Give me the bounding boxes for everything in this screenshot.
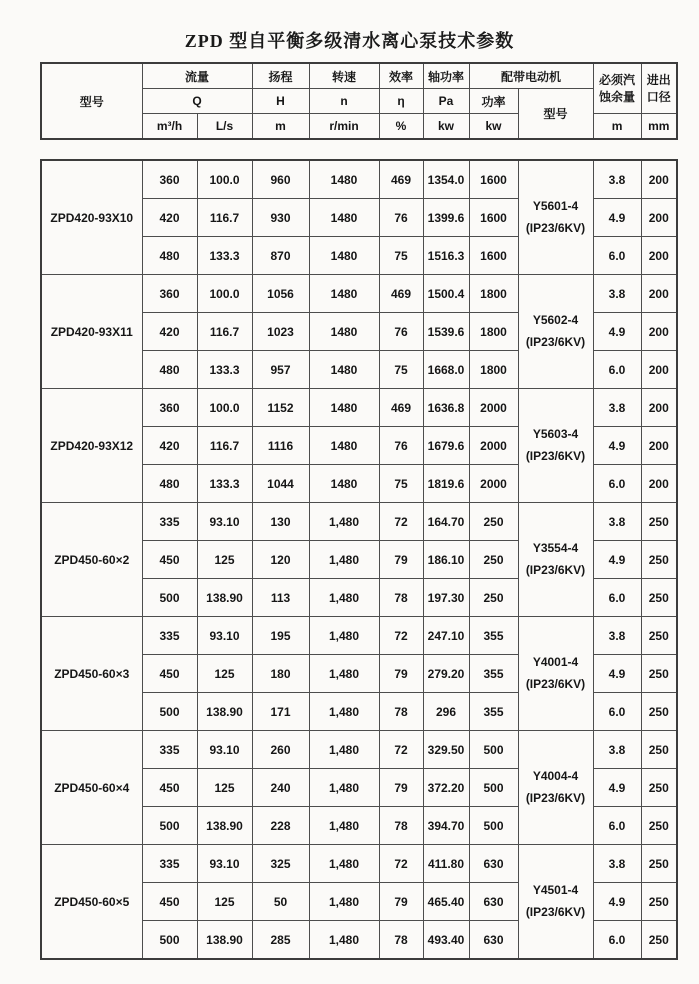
- efficiency-cell: 78: [379, 921, 423, 960]
- flow-ls-cell: 100.0: [197, 389, 252, 427]
- flow-ls-cell: 133.3: [197, 237, 252, 275]
- speed-cell: 1480: [309, 427, 379, 465]
- motor-model-cell: [518, 275, 593, 389]
- flow-ls-cell: 93.10: [197, 731, 252, 769]
- motor-power-cell: 1600: [469, 160, 518, 199]
- motor-model-cell: [518, 503, 593, 617]
- flow-ls-cell: 125: [197, 769, 252, 807]
- shaft-power-cell: 493.40: [423, 921, 469, 960]
- motor-model-cell: [518, 389, 593, 503]
- flow-ls-cell: 133.3: [197, 465, 252, 503]
- shaft-power-cell: 329.50: [423, 731, 469, 769]
- motor-power-cell: 1800: [469, 351, 518, 389]
- motor-model-line2: (IP23/6KV): [525, 449, 586, 463]
- shaft-power-cell: 465.40: [423, 883, 469, 921]
- npsh-cell: 3.8: [593, 503, 641, 541]
- table-row: [41, 275, 677, 313]
- shaft-power-cell: 394.70: [423, 807, 469, 845]
- head-cell: 1116: [252, 427, 309, 465]
- efficiency-cell: 72: [379, 845, 423, 883]
- pump-model-cell: ZPD450-60×2: [41, 503, 142, 617]
- table-row: [41, 160, 677, 199]
- efficiency-cell: 79: [379, 769, 423, 807]
- pump-table-body: [41, 160, 677, 959]
- header-motor-model: 型号: [518, 89, 593, 140]
- efficiency-cell: 75: [379, 237, 423, 275]
- efficiency-cell: 78: [379, 579, 423, 617]
- shaft-power-cell: 1636.8: [423, 389, 469, 427]
- motor-power-cell: 355: [469, 693, 518, 731]
- flow-ls-cell: 125: [197, 655, 252, 693]
- motor-power-cell: 1600: [469, 237, 518, 275]
- head-cell: 113: [252, 579, 309, 617]
- shaft-power-cell: 1679.6: [423, 427, 469, 465]
- speed-cell: 1480: [309, 275, 379, 313]
- speed-cell: 1480: [309, 313, 379, 351]
- motor-power-cell: 2000: [469, 389, 518, 427]
- shaft-power-cell: 1819.6: [423, 465, 469, 503]
- flow-ls-cell: 93.10: [197, 617, 252, 655]
- diameter-cell: 200: [641, 351, 677, 389]
- head-cell: 957: [252, 351, 309, 389]
- table-row: [41, 389, 677, 427]
- efficiency-cell: 76: [379, 313, 423, 351]
- motor-model-line1: Y5602-4: [532, 312, 579, 327]
- shaft-power-cell: 164.70: [423, 503, 469, 541]
- header-shaft-power: 轴功率: [423, 63, 469, 89]
- npsh-cell: 6.0: [593, 237, 641, 275]
- efficiency-cell: 72: [379, 617, 423, 655]
- header-unit-kw-motor: kw: [469, 114, 518, 140]
- motor-power-cell: 355: [469, 617, 518, 655]
- flow-ls-cell: 93.10: [197, 503, 252, 541]
- diameter-cell: 200: [641, 275, 677, 313]
- diameter-cell: 250: [641, 769, 677, 807]
- efficiency-cell: 76: [379, 427, 423, 465]
- npsh-cell: 3.8: [593, 617, 641, 655]
- flow-ls-cell: 100.0: [197, 160, 252, 199]
- npsh-cell: 6.0: [593, 351, 641, 389]
- npsh-cell: 3.8: [593, 275, 641, 313]
- flow-ls-cell: 133.3: [197, 351, 252, 389]
- motor-model-line2: (IP23/6KV): [525, 563, 586, 577]
- header-head: 扬程: [252, 63, 309, 89]
- speed-cell: 1,480: [309, 541, 379, 579]
- npsh-cell: 4.9: [593, 883, 641, 921]
- flow-m3h-cell: 335: [142, 617, 197, 655]
- pump-model-cell: ZPD450-60×4: [41, 731, 142, 845]
- diameter-cell: 200: [641, 237, 677, 275]
- shaft-power-cell: 1668.0: [423, 351, 469, 389]
- efficiency-cell: 79: [379, 541, 423, 579]
- flow-m3h-cell: 500: [142, 807, 197, 845]
- diameter-cell: 250: [641, 845, 677, 883]
- diameter-cell: 250: [641, 655, 677, 693]
- page-title: ZPD 型自平衡多级清水离心泵技术参数: [184, 31, 515, 51]
- diameter-cell: 250: [641, 503, 677, 541]
- header-npsh-line2: 蚀余量: [599, 89, 636, 104]
- flow-m3h-cell: 500: [142, 921, 197, 960]
- motor-power-cell: 630: [469, 921, 518, 960]
- head-cell: 130: [252, 503, 309, 541]
- motor-power-cell: 1600: [469, 199, 518, 237]
- flow-m3h-cell: 360: [142, 389, 197, 427]
- head-cell: 1056: [252, 275, 309, 313]
- header-head-symbol: H: [252, 89, 309, 114]
- npsh-cell: 6.0: [593, 921, 641, 960]
- npsh-cell: 4.9: [593, 313, 641, 351]
- shaft-power-cell: 296: [423, 693, 469, 731]
- speed-cell: 1,480: [309, 503, 379, 541]
- flow-m3h-cell: 335: [142, 845, 197, 883]
- diameter-cell: 200: [641, 465, 677, 503]
- speed-cell: 1,480: [309, 617, 379, 655]
- pump-model-cell: ZPD420-93X12: [41, 389, 142, 503]
- shaft-power-cell: 1354.0: [423, 160, 469, 199]
- head-cell: 1152: [252, 389, 309, 427]
- speed-cell: 1480: [309, 465, 379, 503]
- head-cell: 260: [252, 731, 309, 769]
- motor-power-cell: 355: [469, 655, 518, 693]
- shaft-power-cell: 1500.4: [423, 275, 469, 313]
- pump-model-cell: ZPD450-60×5: [41, 845, 142, 960]
- motor-model-line1: Y3554-4: [532, 540, 579, 555]
- speed-cell: 1480: [309, 160, 379, 199]
- table-row: [41, 845, 677, 883]
- header-unit-npsh-m: m: [593, 114, 641, 140]
- diameter-cell: 250: [641, 731, 677, 769]
- flow-ls-cell: 100.0: [197, 275, 252, 313]
- header-motor-power: 功率: [469, 89, 518, 114]
- flow-ls-cell: 93.10: [197, 845, 252, 883]
- motor-power-cell: 630: [469, 845, 518, 883]
- flow-m3h-cell: 360: [142, 160, 197, 199]
- diameter-cell: 200: [641, 389, 677, 427]
- head-cell: 228: [252, 807, 309, 845]
- head-cell: 120: [252, 541, 309, 579]
- shaft-power-cell: 372.20: [423, 769, 469, 807]
- flow-m3h-cell: 480: [142, 237, 197, 275]
- header-unit-rmin: r/min: [309, 114, 379, 140]
- speed-cell: 1,480: [309, 883, 379, 921]
- motor-model-line2: (IP23/6KV): [525, 905, 586, 919]
- head-cell: 50: [252, 883, 309, 921]
- flow-m3h-cell: 500: [142, 579, 197, 617]
- shaft-power-cell: 279.20: [423, 655, 469, 693]
- head-cell: 930: [252, 199, 309, 237]
- motor-model-line2: (IP23/6KV): [525, 335, 586, 349]
- motor-power-cell: 1800: [469, 275, 518, 313]
- motor-model-line2: (IP23/6KV): [525, 221, 586, 235]
- head-cell: 960: [252, 160, 309, 199]
- flow-ls-cell: 116.7: [197, 427, 252, 465]
- head-cell: 1023: [252, 313, 309, 351]
- diameter-cell: 250: [641, 883, 677, 921]
- header-efficiency-symbol: η: [379, 89, 423, 114]
- table-row: [41, 617, 677, 655]
- motor-model-cell: [518, 160, 593, 275]
- speed-cell: 1,480: [309, 731, 379, 769]
- npsh-cell: 4.9: [593, 199, 641, 237]
- flow-ls-cell: 125: [197, 883, 252, 921]
- header-unit-kw-shaft: kw: [423, 114, 469, 140]
- efficiency-cell: 469: [379, 160, 423, 199]
- diameter-cell: 200: [641, 313, 677, 351]
- flow-m3h-cell: 450: [142, 769, 197, 807]
- shaft-power-cell: 1539.6: [423, 313, 469, 351]
- npsh-cell: 3.8: [593, 845, 641, 883]
- diameter-cell: 250: [641, 807, 677, 845]
- header-efficiency: 效率: [379, 63, 423, 89]
- efficiency-cell: 78: [379, 807, 423, 845]
- motor-power-cell: 500: [469, 769, 518, 807]
- header-unit-ls: L/s: [197, 114, 252, 140]
- npsh-cell: 4.9: [593, 427, 641, 465]
- npsh-cell: 4.9: [593, 541, 641, 579]
- flow-m3h-cell: 335: [142, 503, 197, 541]
- npsh-cell: 6.0: [593, 807, 641, 845]
- header-unit-m3h: m³/h: [142, 114, 197, 140]
- motor-power-cell: 500: [469, 807, 518, 845]
- speed-cell: 1,480: [309, 769, 379, 807]
- motor-model-cell: [518, 617, 593, 731]
- npsh-cell: 3.8: [593, 160, 641, 199]
- motor-power-cell: 630: [469, 883, 518, 921]
- motor-model-cell: [518, 845, 593, 960]
- speed-cell: 1480: [309, 351, 379, 389]
- motor-power-cell: 250: [469, 579, 518, 617]
- efficiency-cell: 469: [379, 275, 423, 313]
- flow-ls-cell: 138.90: [197, 807, 252, 845]
- efficiency-cell: 72: [379, 731, 423, 769]
- pump-model-cell: ZPD420-93X10: [41, 160, 142, 275]
- flow-m3h-cell: 480: [142, 351, 197, 389]
- motor-model-cell: [518, 731, 593, 845]
- flow-ls-cell: 116.7: [197, 199, 252, 237]
- flow-ls-cell: 138.90: [197, 579, 252, 617]
- table-row: [41, 503, 677, 541]
- speed-cell: 1,480: [309, 579, 379, 617]
- motor-power-cell: 250: [469, 503, 518, 541]
- speed-cell: 1480: [309, 237, 379, 275]
- flow-m3h-cell: 450: [142, 541, 197, 579]
- shaft-power-cell: 1399.6: [423, 199, 469, 237]
- flow-ls-cell: 138.90: [197, 921, 252, 960]
- motor-model-line1: Y4001-4: [532, 654, 579, 669]
- efficiency-cell: 76: [379, 199, 423, 237]
- motor-model-line2: (IP23/6KV): [525, 677, 586, 691]
- motor-model-line1: Y5603-4: [532, 426, 579, 441]
- efficiency-cell: 75: [379, 351, 423, 389]
- diameter-cell: 250: [641, 693, 677, 731]
- flow-ls-cell: 116.7: [197, 313, 252, 351]
- header-flow: 流量: [142, 63, 252, 89]
- header-unit-percent: %: [379, 114, 423, 140]
- head-cell: 240: [252, 769, 309, 807]
- npsh-cell: 6.0: [593, 693, 641, 731]
- npsh-cell: 3.8: [593, 731, 641, 769]
- header-shaft-symbol: Pa: [423, 89, 469, 114]
- header-diameter: [641, 63, 677, 114]
- speed-cell: 1,480: [309, 921, 379, 960]
- flow-m3h-cell: 335: [142, 731, 197, 769]
- motor-model-line1: Y4004-4: [532, 768, 579, 783]
- efficiency-cell: 469: [379, 389, 423, 427]
- efficiency-cell: 78: [379, 693, 423, 731]
- shaft-power-cell: 1516.3: [423, 237, 469, 275]
- header-motor: 配带电动机: [469, 63, 593, 89]
- flow-ls-cell: 138.90: [197, 693, 252, 731]
- motor-power-cell: 1800: [469, 313, 518, 351]
- header-flow-symbol: Q: [142, 89, 252, 114]
- flow-m3h-cell: 480: [142, 465, 197, 503]
- diameter-cell: 200: [641, 199, 677, 237]
- npsh-cell: 4.9: [593, 655, 641, 693]
- pump-data-table: [40, 159, 678, 960]
- motor-power-cell: 2000: [469, 465, 518, 503]
- speed-cell: 1,480: [309, 655, 379, 693]
- shaft-power-cell: 247.10: [423, 617, 469, 655]
- npsh-cell: 3.8: [593, 389, 641, 427]
- efficiency-cell: 72: [379, 503, 423, 541]
- diameter-cell: 200: [641, 160, 677, 199]
- head-cell: 180: [252, 655, 309, 693]
- flow-m3h-cell: 450: [142, 655, 197, 693]
- flow-m3h-cell: 420: [142, 313, 197, 351]
- head-cell: 1044: [252, 465, 309, 503]
- speed-cell: 1,480: [309, 807, 379, 845]
- head-cell: 325: [252, 845, 309, 883]
- efficiency-cell: 79: [379, 655, 423, 693]
- efficiency-cell: 75: [379, 465, 423, 503]
- flow-m3h-cell: 360: [142, 275, 197, 313]
- flow-m3h-cell: 420: [142, 199, 197, 237]
- header-npsh: [593, 63, 641, 114]
- header-unit-m: m: [252, 114, 309, 140]
- diameter-cell: 250: [641, 541, 677, 579]
- diameter-cell: 250: [641, 921, 677, 960]
- npsh-cell: 6.0: [593, 465, 641, 503]
- speed-cell: 1480: [309, 199, 379, 237]
- header-npsh-line1: 必须汽: [599, 73, 636, 88]
- pump-model-cell: ZPD450-60×3: [41, 617, 142, 731]
- shaft-power-cell: 411.80: [423, 845, 469, 883]
- header-row-1: [41, 63, 677, 89]
- speed-cell: 1,480: [309, 845, 379, 883]
- npsh-cell: 4.9: [593, 769, 641, 807]
- table-row: [41, 731, 677, 769]
- flow-m3h-cell: 500: [142, 693, 197, 731]
- motor-model-line1: Y5601-4: [532, 198, 579, 213]
- header-diameter-line1: 进出: [646, 73, 671, 88]
- diameter-cell: 200: [641, 427, 677, 465]
- head-cell: 195: [252, 617, 309, 655]
- motor-power-cell: 500: [469, 731, 518, 769]
- head-cell: 171: [252, 693, 309, 731]
- head-cell: 870: [252, 237, 309, 275]
- flow-m3h-cell: 420: [142, 427, 197, 465]
- shaft-power-cell: 197.30: [423, 579, 469, 617]
- motor-model-line1: Y4501-4: [532, 882, 579, 897]
- motor-power-cell: 2000: [469, 427, 518, 465]
- speed-cell: 1,480: [309, 693, 379, 731]
- header-unit-mm: mm: [641, 114, 677, 140]
- npsh-cell: 6.0: [593, 579, 641, 617]
- motor-model-line2: (IP23/6KV): [525, 791, 586, 805]
- efficiency-cell: 79: [379, 883, 423, 921]
- diameter-cell: 250: [641, 579, 677, 617]
- flow-m3h-cell: 450: [142, 883, 197, 921]
- shaft-power-cell: 186.10: [423, 541, 469, 579]
- header-diameter-line2: 口径: [646, 89, 671, 104]
- spec-table-header: [40, 62, 678, 140]
- pump-model-cell: ZPD420-93X11: [41, 275, 142, 389]
- speed-cell: 1480: [309, 389, 379, 427]
- motor-power-cell: 250: [469, 541, 518, 579]
- head-cell: 285: [252, 921, 309, 960]
- header-speed: 转速: [309, 63, 379, 89]
- header-model: 型号: [41, 63, 142, 139]
- header-speed-symbol: n: [309, 89, 379, 114]
- flow-ls-cell: 125: [197, 541, 252, 579]
- diameter-cell: 250: [641, 617, 677, 655]
